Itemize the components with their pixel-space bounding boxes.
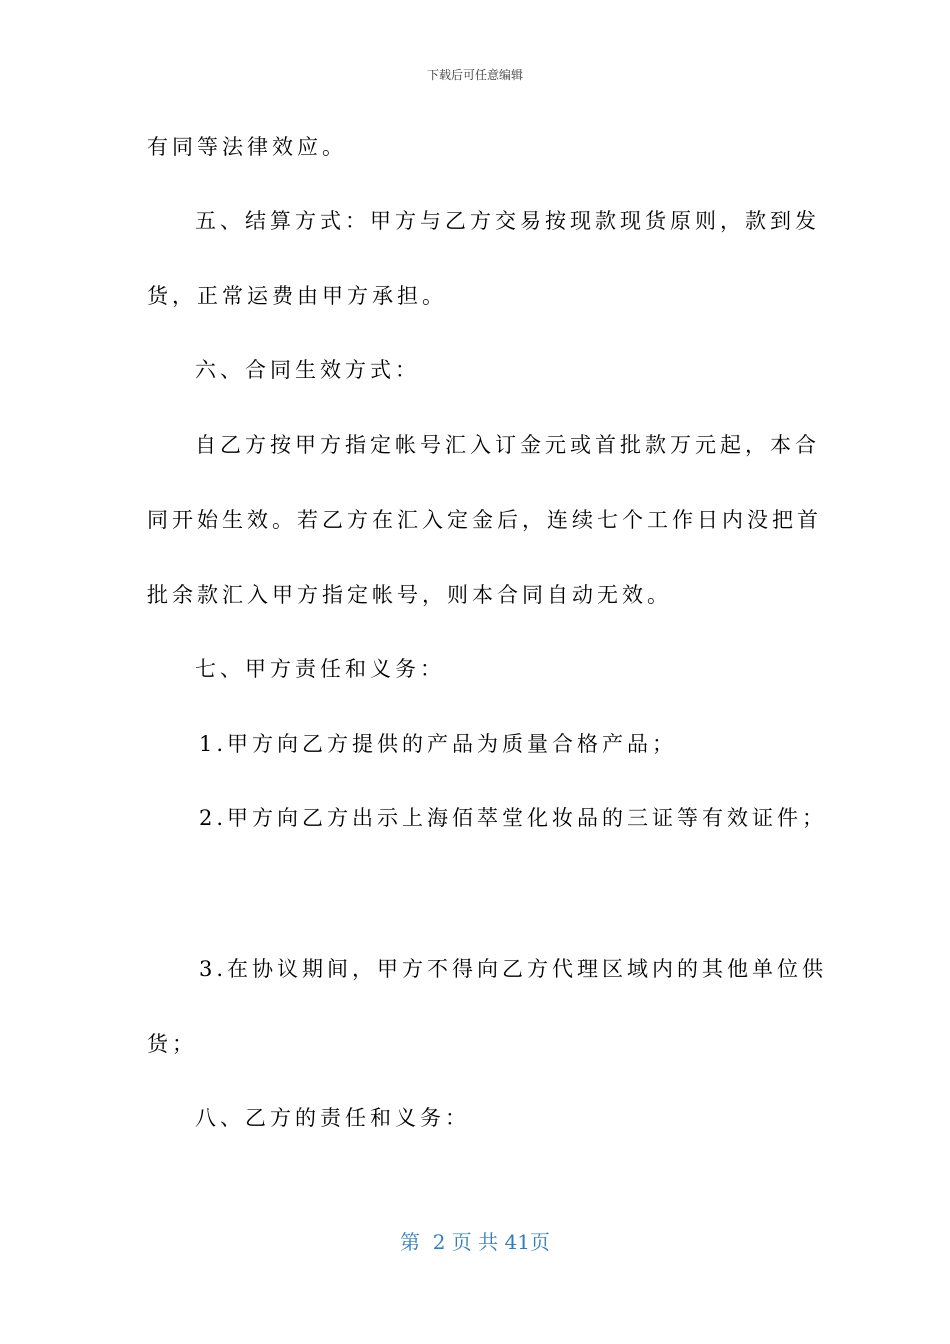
header-note: 下载后可任意编辑 bbox=[426, 68, 523, 82]
section-six-heading: 六、合同生效方式： bbox=[195, 358, 420, 382]
section-five-heading: 五、结算方式：甲方与乙方交易按现款现货原则，款到发 bbox=[195, 209, 820, 233]
paragraph-line: 自乙方按甲方指定帐号汇入订金元或首批款万元起，本合 bbox=[195, 433, 820, 457]
page-number-footer: 第 2 页 共 41页 bbox=[400, 1230, 550, 1254]
paragraph-line: 同开始生效。若乙方在汇入定金后，连续七个工作日内没把首 bbox=[147, 508, 822, 532]
list-item: 1.甲方向乙方提供的产品为质量合格产品； bbox=[199, 732, 678, 756]
paragraph-line: 有同等法律效应。 bbox=[147, 135, 347, 159]
list-item: 2.甲方向乙方出示上海佰萃堂化妆品的三证等有效证件； bbox=[199, 806, 828, 830]
section-eight-heading: 八、乙方的责任和义务： bbox=[195, 1106, 470, 1130]
paragraph-line: 货； bbox=[147, 1032, 197, 1056]
paragraph-line: 货，正常运费由甲方承担。 bbox=[147, 284, 447, 308]
list-item: 3.在协议期间，甲方不得向乙方代理区域内的其他单位供 bbox=[199, 957, 828, 981]
paragraph-line: 批余款汇入甲方指定帐号，则本合同自动无效。 bbox=[147, 583, 672, 607]
section-seven-heading: 七、甲方责任和义务： bbox=[195, 657, 445, 681]
